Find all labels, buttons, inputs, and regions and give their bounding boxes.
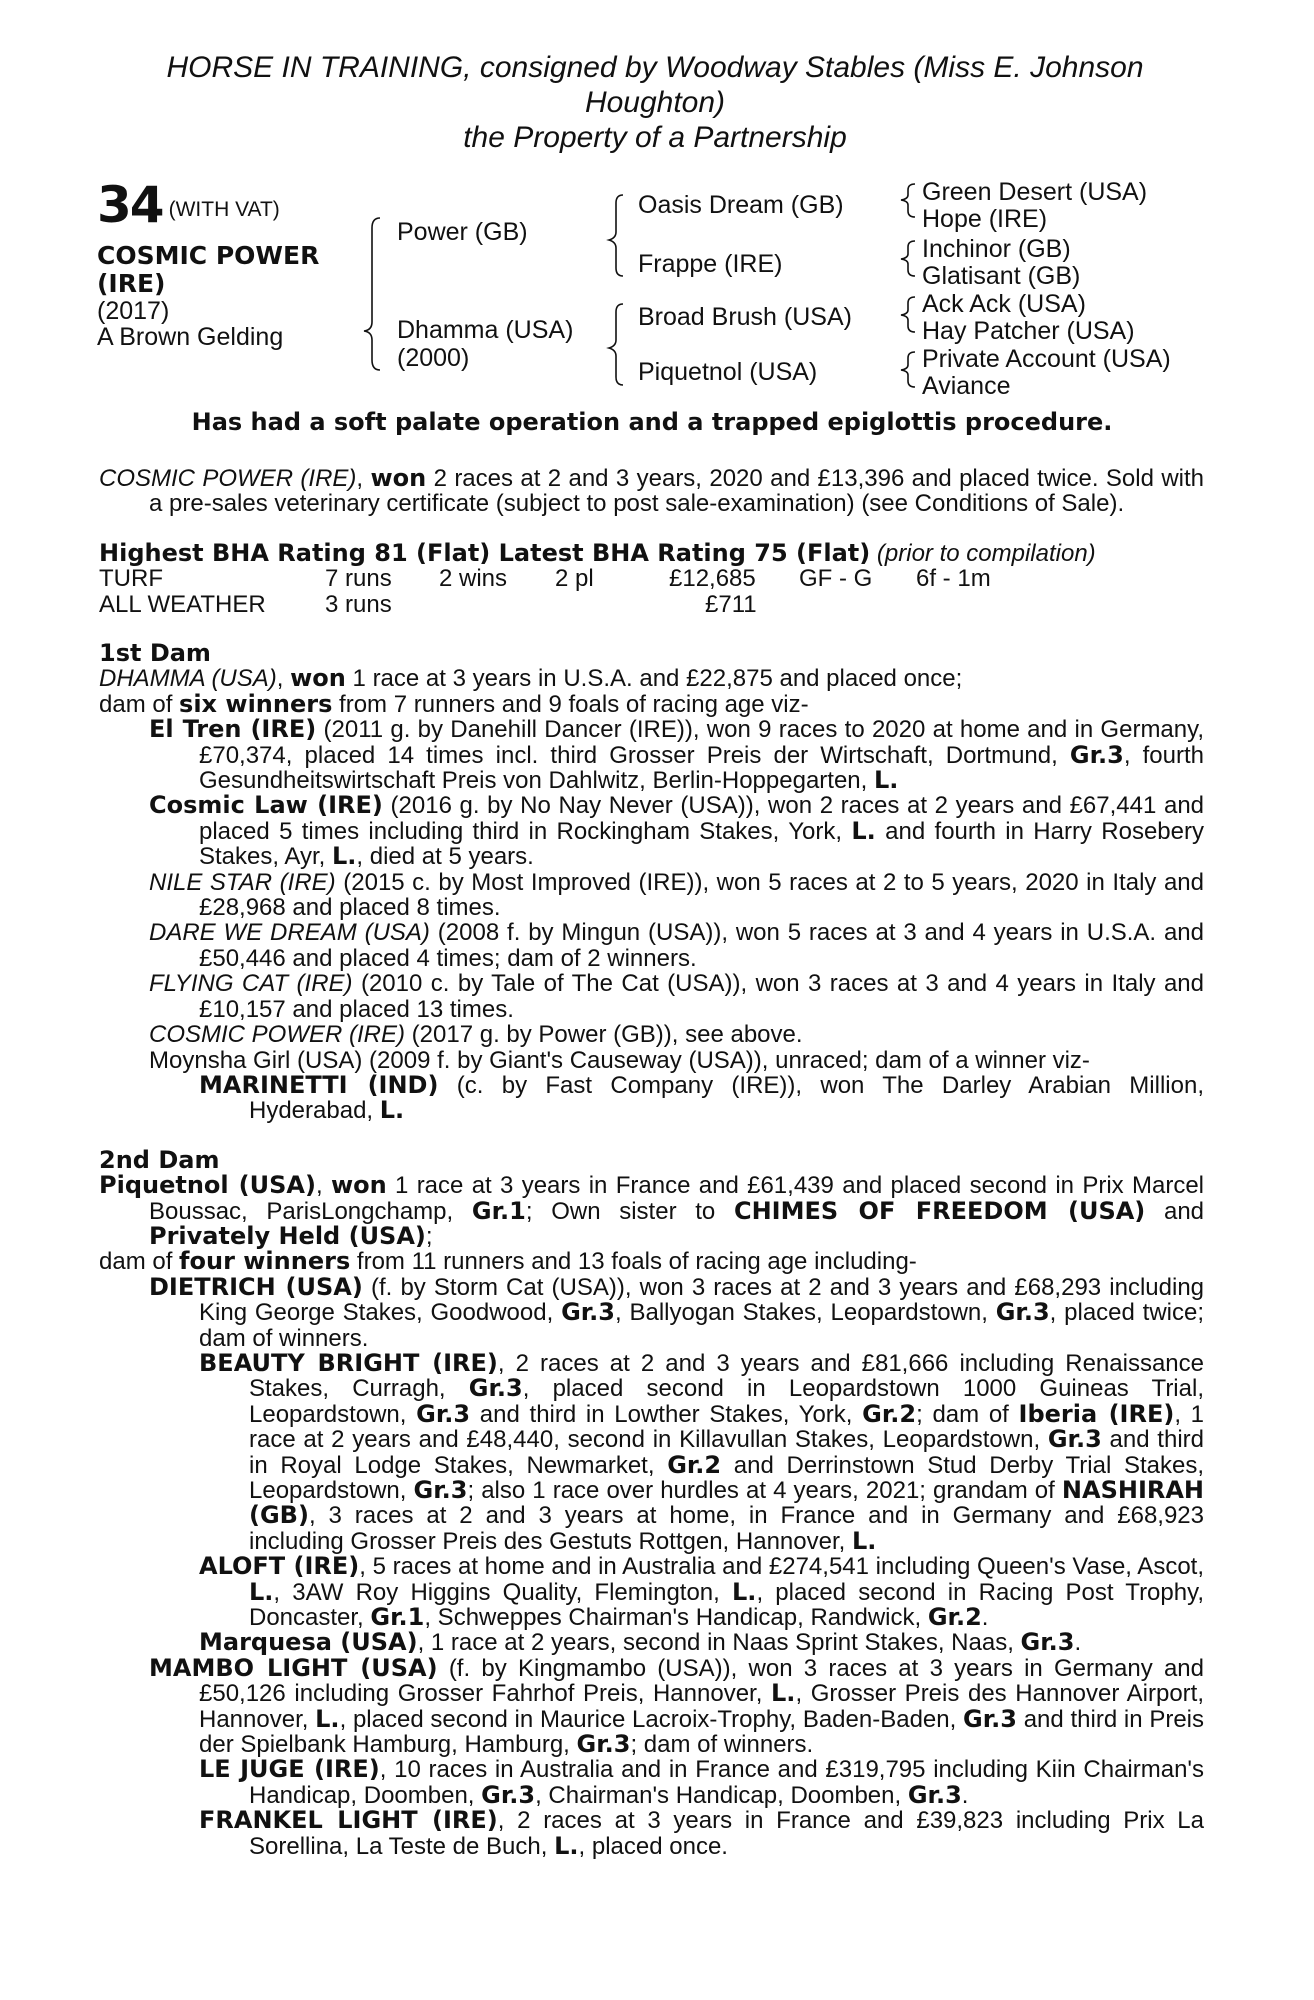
winners-count: four winners	[179, 1247, 351, 1276]
gen3-3: Inchinor (GB)	[922, 235, 1071, 263]
foaling-year: (2017)	[97, 297, 170, 325]
produce-text: , 2 races at 2 and 3 years and £81,666 including Renaissance Stakes, Curragh,	[249, 1349, 1204, 1403]
sire-sire: Oasis Dream (GB)	[638, 191, 844, 219]
produce-text: and third in Royal Lodge Stakes, Newmarket,	[249, 1426, 1204, 1479]
dam-of-label: dam of	[99, 690, 173, 718]
rating-prize: £711	[705, 590, 757, 618]
produce-entry	[99, 1022, 1204, 1047]
rating-placed: 2 pl	[555, 565, 594, 593]
produce-entry	[99, 793, 1204, 869]
produce-text: , Chairman's Handicap, Doomben,	[535, 1781, 902, 1809]
produce-text: , 2 races at 3 years in France and £39,823 including Prix La Sorellina, La Teste de Buch,	[249, 1807, 1205, 1860]
listed-label: L.	[732, 1577, 757, 1606]
grade-label: Gr.3	[468, 1374, 523, 1403]
produce-name: DIETRICH (USA)	[149, 1272, 363, 1301]
dam2-won-label: won	[330, 1171, 387, 1200]
race-record	[99, 466, 1204, 1859]
produce-text: (2017 g. by Power (GB)), see above.	[411, 1021, 803, 1049]
produce-entry	[99, 717, 1204, 793]
grandproduce-name: NASHIRAH (GB)	[249, 1476, 1205, 1530]
produce-text: , Ballyogan Stakes, Leopardstown,	[615, 1299, 988, 1327]
dam1-summary: DHAMMA (USA), won 1 race at 3 years in U.S.A. and £22,875 and placed once;	[99, 664, 963, 693]
ratings-row-turf	[99, 566, 1204, 591]
produce-name: ALOFT (IRE)	[199, 1552, 360, 1581]
produce-entry	[99, 971, 1204, 1022]
listed-label: L.	[851, 1526, 877, 1555]
produce-name: MAMBO LIGHT (USA)	[149, 1653, 438, 1682]
dam1-name: DHAMMA (USA)	[99, 665, 277, 693]
grandproduce-name: Iberia (IRE)	[1018, 1399, 1175, 1428]
produce-text: (f. by Storm Cat (USA)), won 3 races at 2 and 3 years and £68,293 including King George Stakes, Goodwood,	[199, 1273, 1205, 1327]
winners-count: six winners	[179, 689, 333, 718]
ratings-row-aw	[99, 592, 1204, 617]
punctuation: .	[961, 1781, 969, 1809]
dam2-record: ; Own sister to	[525, 1197, 716, 1225]
produce-name: BEAUTY BRIGHT (IRE)	[199, 1348, 498, 1377]
sibling-name: Privately Held (USA)	[149, 1221, 426, 1250]
grade-label: Gr.3	[576, 1730, 631, 1759]
punctuation: ;	[425, 1222, 433, 1250]
produce-text: Moynsha Girl (USA) (2009 f. by Giant's Causeway (USA)), unraced; dam of a winner viz-	[149, 1046, 1090, 1074]
dam-dam: Piquetnol (USA)	[638, 358, 818, 386]
grade-label: Gr.2	[927, 1603, 982, 1632]
ratings-note: (prior to compilation)	[876, 539, 1096, 567]
produce-text: , 5 races at home and in Australia and £274,541 including Queen's Vase, Ascot,	[359, 1553, 1204, 1581]
horse-name-line-1: COSMIC POWER	[97, 241, 320, 270]
dam-name: Dhamma (USA)	[397, 316, 574, 344]
dam-of-label: dam of	[99, 1248, 173, 1276]
gen3-1: Green Desert (USA)	[922, 178, 1148, 206]
dam2-summary: Piquetnol (USA), won 1 race at 3 years in France and £61,439 and placed second in Prix Marcel Boussac, ParisLongchamp, Gr.1; Own sister to CHIMES OF FREEDOM (USA) and Privately Held (USA);	[99, 1171, 1205, 1250]
produce-name: FLYING CAT (IRE)	[149, 970, 353, 998]
header-line-1: HORSE IN TRAINING, consigned by Woodway Stables (Miss E. Johnson	[166, 51, 1144, 84]
produce-text: , 3AW Roy Higgins Quality, Flemington,	[273, 1578, 720, 1606]
second-dam-heading: 2nd Dam	[99, 1145, 220, 1174]
listed-label: L.	[873, 766, 899, 795]
dam2-name: Piquetnol (USA)	[99, 1171, 316, 1200]
produce-text: (2015 c. by Most Improved (IRE)), won 5 races at 2 to 5 years, 2020 in Italy and £28,968 and placed 8 times.	[199, 868, 1205, 922]
dam1-won-label: won	[290, 664, 346, 693]
produce-text: (2010 c. by Tale of The Cat (USA)), won 3 races at 3 and 4 years in Italy and £10,157 and placed 13 times.	[199, 970, 1204, 1023]
produce-text: , placed second in Leopardstown 1000 Guineas Trial, Leopardstown,	[249, 1375, 1204, 1428]
produce-text: , placed once.	[578, 1832, 728, 1860]
listed-label: L.	[331, 842, 357, 871]
rating-going: GF - G	[799, 565, 873, 593]
grade-label: Gr.3	[413, 1476, 468, 1504]
listed-label: L.	[315, 1704, 340, 1733]
produce-entry	[99, 1757, 1204, 1808]
dam-year: (2000)	[397, 344, 470, 372]
punctuation: .	[1074, 1629, 1082, 1657]
dam2-foals: from 11 runners and 13 foals of racing age including-	[356, 1248, 917, 1276]
gen3-4: Glatisant (GB)	[922, 262, 1081, 290]
grade-label: Gr.3	[561, 1298, 615, 1327]
produce-entry	[99, 1070, 1204, 1125]
listed-label: L.	[379, 1096, 405, 1125]
punctuation: .	[981, 1604, 989, 1632]
grade-label: Gr.3	[416, 1399, 471, 1428]
listed-label: L.	[771, 1679, 796, 1708]
gen3-5: Ack Ack (USA)	[922, 290, 1086, 318]
header-line-2: Houghton)	[584, 86, 726, 119]
produce-name: LE JUGE (IRE)	[199, 1755, 380, 1784]
produce-text: , placed second in Maurice Lacroix-Trophy, Baden-Baden,	[339, 1705, 957, 1733]
gen3-7: Private Account (USA)	[922, 345, 1171, 373]
horse-name-line-2: (IRE)	[97, 269, 166, 298]
produce-entry	[99, 1630, 1204, 1655]
grade-label: Gr.3	[1069, 740, 1124, 769]
sire-name: Power (GB)	[397, 218, 528, 246]
produce-text: , 3 races at 2 and 3 years at home, in France and in Germany and £68,923 including Grosser Preis des Gestuts Rottgen, Hannover,	[249, 1502, 1204, 1555]
produce-text: ; also 1 race over hurdles at 4 years, 2021; grandam of	[467, 1477, 1055, 1504]
produce-text: and third in Lowther Stakes, York,	[479, 1400, 853, 1428]
won-label: won	[370, 464, 427, 492]
header-line-3: the Property of a Partnership	[463, 121, 847, 154]
produce-text: (2008 f. by Mingun (USA)), won 5 races at 3 and 4 years in U.S.A. and £50,446 and placed 4 times; dam of 2 winners.	[199, 919, 1204, 972]
produce-text: (f. by Kingmambo (USA)), won 3 races at 3 years in Germany and £50,126 including Grosser Fahrhof Preis, Hannover,	[199, 1654, 1204, 1708]
intro-text: 2 races at 2 and 3 years, 2020 and £13,396 and placed twice.	[433, 465, 1099, 492]
produce-text: , Grosser Preis des Hannover Airport, Hannover,	[199, 1680, 1205, 1733]
produce-name: Marquesa (USA)	[199, 1628, 418, 1657]
dam1-produce-summary	[99, 689, 1204, 718]
dam2-record: 1 race at 3 years in France and £61,439 and placed second in Prix Marcel Boussac, ParisLongchamp,	[149, 1172, 1204, 1225]
produce-entry	[99, 1048, 1204, 1073]
listed-label: L.	[554, 1831, 579, 1860]
conjunction: and	[1163, 1197, 1205, 1225]
dam2-produce-summary	[99, 1249, 1204, 1274]
ratings-title-row	[99, 538, 1204, 567]
grade-label: Gr.2	[667, 1450, 722, 1479]
dam1-foals: from 7 runners and 9 foals of racing age viz-	[339, 690, 809, 718]
produce-name: Cosmic Law (IRE)	[149, 791, 383, 820]
rating-runs: 7 runs	[325, 565, 392, 593]
produce-entry	[99, 1554, 1204, 1630]
gen3-2: Hope (IRE)	[922, 205, 1048, 233]
produce-text: (2016 g. by No Nay Never (USA)), won 2 races at 2 years and £67,441 and placed 5 times including third in Rockingham Stakes, York,	[199, 792, 1205, 845]
gen3-6: Hay Patcher (USA)	[922, 317, 1135, 345]
rating-surface: ALL WEATHER	[99, 590, 266, 618]
produce-name: NILE STAR (IRE)	[149, 868, 336, 896]
rating-distance: 6f - 1m	[916, 565, 991, 593]
listed-label: L.	[851, 816, 876, 845]
rating-wins: 2 wins	[439, 565, 508, 593]
veterinary-notice: Has had a soft palate operation and a trapped epiglottis procedure.	[191, 408, 1113, 436]
produce-text: (2011 g. by Danehill Dancer (IRE)), won 9 races to 2020 at home and in Germany, £70,374, placed 14 times incl. third Grosser Preis der Wirtschaft, Dortmund,	[199, 716, 1205, 769]
first-dam-heading: 1st Dam	[99, 639, 211, 667]
produce-text: , died at 5 years.	[356, 843, 534, 871]
produce-text: , 10 races in Australia and in France and £319,795 including Kiin Chairman's Handicap, Doomben,	[249, 1756, 1205, 1809]
sire-dam: Frappe (IRE)	[638, 250, 783, 278]
produce-name: COSMIC POWER (IRE)	[149, 1021, 405, 1049]
grade-label: Gr.3	[963, 1704, 1017, 1733]
produce-name: El Tren (IRE)	[149, 715, 317, 744]
ratings-title: Highest BHA Rating 81 (Flat) Latest BHA Rating 75 (Flat)	[99, 538, 871, 567]
produce-text: and Derrinstown Stud Derby Trial Stakes, Leopardstown,	[249, 1451, 1204, 1504]
intro-certificate: Sold with a pre-sales veterinary certificate (subject to post sale-examination) (see Conditions of Sale).	[149, 465, 1204, 518]
vat-label: (WITH VAT)	[168, 198, 280, 221]
produce-text: ; dam of winners.	[630, 1731, 814, 1759]
produce-entry	[99, 1272, 1205, 1352]
produce-entry	[99, 870, 1204, 921]
grade-label: Gr.3	[907, 1780, 962, 1809]
gen3-8: Aviance	[922, 372, 1011, 400]
rating-surface: TURF	[99, 565, 163, 593]
produce-entry	[99, 1808, 1204, 1859]
produce-entry	[99, 1653, 1205, 1759]
produce-text: ; dam of	[916, 1400, 1009, 1428]
produce-text: (c. by Fast Company (IRE)), won The Darley Arabian Million, Hyderabad,	[249, 1071, 1204, 1125]
grade-label: Gr.3	[995, 1298, 1050, 1327]
grade-label: Gr.3	[1020, 1628, 1075, 1657]
grade-label: Gr.1	[370, 1603, 425, 1632]
produce-name: DARE WE DREAM (USA)	[149, 919, 430, 947]
intro-horse-name: COSMIC POWER (IRE)	[99, 465, 357, 492]
produce-text: and fourth in Harry Rosebery Stakes, Ayr,	[199, 817, 1204, 871]
grade-label: Gr.3	[1047, 1425, 1102, 1454]
produce-text: , placed second in Racing Post Trophy, Doncaster,	[249, 1578, 1204, 1632]
grade-label: Gr.3	[481, 1780, 536, 1809]
produce-entry	[99, 920, 1204, 971]
produce-entry	[99, 1348, 1205, 1555]
grade-label: Gr.1	[471, 1196, 526, 1225]
produce-text: and third in Preis der Spielbank Hamburg, Hamburg,	[199, 1705, 1204, 1759]
produce-name: FRANKEL LIGHT (IRE)	[199, 1806, 498, 1835]
produce-text: , Schweppes Chairman's Handicap, Randwick,	[424, 1604, 922, 1632]
listed-label: L.	[249, 1577, 274, 1606]
produce-text: , fourth Gesundheitswirtschaft Preis von Dahlwitz, Berlin-Hoppegarten,	[199, 741, 1204, 795]
horse-description: A Brown Gelding	[97, 323, 284, 351]
dam-sire: Broad Brush (USA)	[638, 303, 852, 331]
rating-prize: £12,685	[669, 565, 756, 593]
rating-runs: 3 runs	[325, 590, 392, 618]
grade-label: Gr.2	[862, 1399, 917, 1428]
lot-number: 34	[97, 176, 163, 234]
produce-text: , 1 race at 2 years and £48,440, second in Killavullan Stakes, Leopardstown,	[249, 1400, 1205, 1454]
sibling-name: CHIMES OF FREEDOM (USA)	[733, 1196, 1146, 1225]
produce-text: , 1 race at 2 years, second in Naas Sprint Stakes, Naas,	[417, 1629, 1014, 1657]
produce-name: MARINETTI (IND)	[199, 1070, 439, 1099]
intro-paragraph: COSMIC POWER (IRE), won 2 races at 2 and 3 years, 2020 and £13,396 and placed twice. Sold with a pre-sales veterinary certificate (subject to post sale-examination) (see Conditions of Sale).	[99, 464, 1204, 518]
produce-text: , placed twice; dam of winners.	[199, 1299, 1204, 1352]
dam1-record: 1 race at 3 years in U.S.A. and £22,875 and placed once;	[352, 665, 963, 693]
